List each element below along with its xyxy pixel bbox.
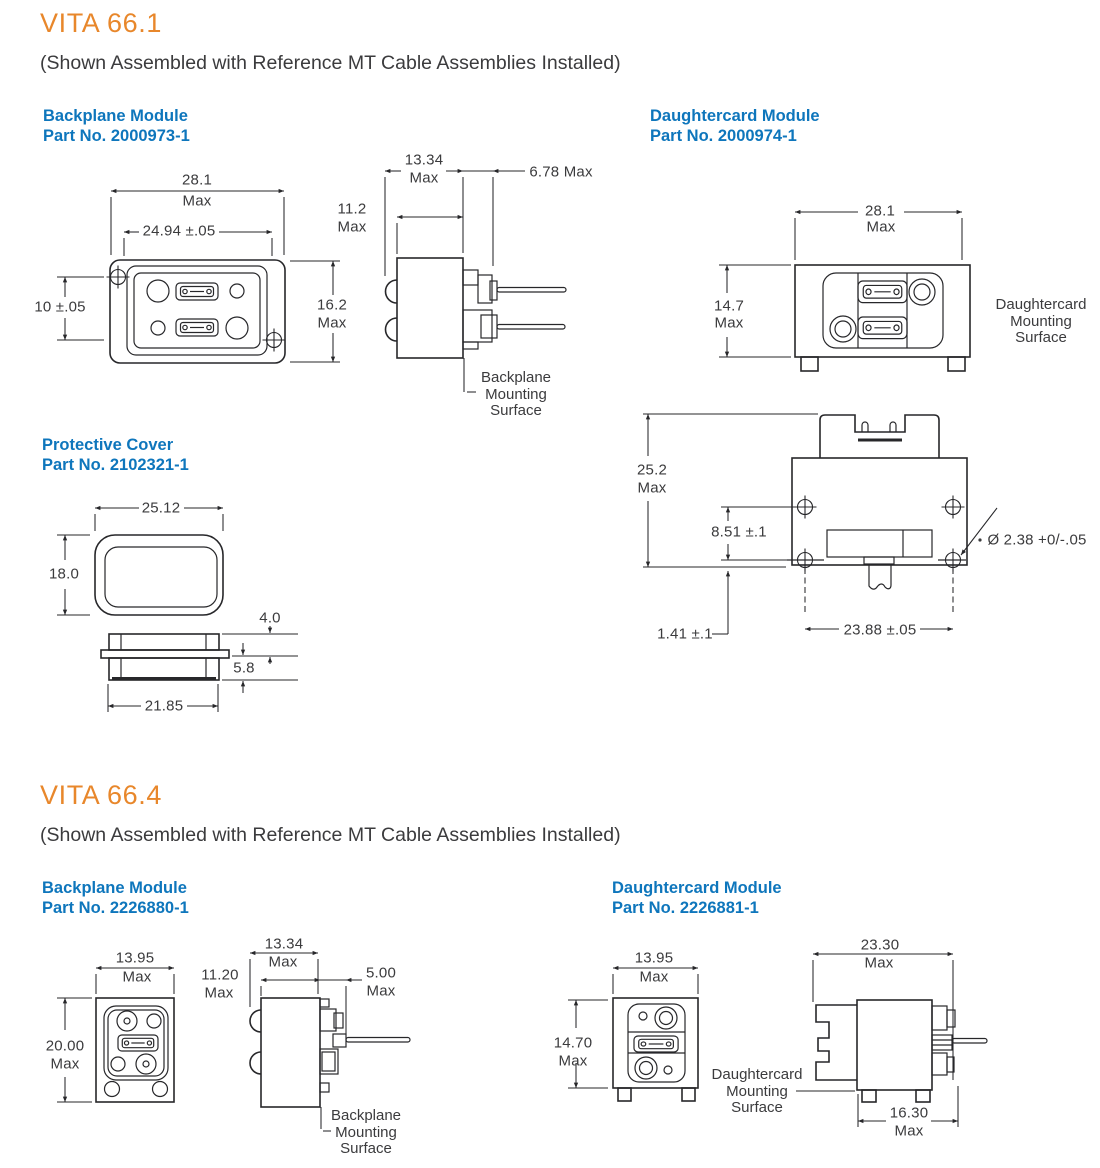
dim-hole-pitch-h: 23.88 ±.05	[843, 621, 917, 639]
dim-cover-lip: 4.0	[259, 609, 281, 627]
dim-body-width-value: 16.30	[889, 1104, 929, 1122]
dim-height-value: 16.2	[317, 296, 347, 314]
dim-height-max: Max	[714, 314, 744, 332]
dim-depth-value: 13.34	[404, 151, 444, 169]
part-number: Part No. 2000973-1	[43, 126, 190, 145]
dim-width-value: 28.1	[182, 171, 212, 189]
dim-height-value: 14.7	[714, 297, 744, 315]
module-name: Daughtercard Module	[612, 879, 782, 897]
v4-daughtercard-side-view	[813, 954, 987, 1127]
dim-body-depth-value: 11.2	[337, 200, 367, 218]
part-number: Part No. 2226880-1	[42, 898, 189, 917]
dim-body-depth-max: Max	[204, 984, 234, 1002]
dim-protrusion: 6.78 Max	[529, 163, 593, 181]
module-name: Protective Cover	[42, 436, 174, 454]
v1-backplane-side-view	[385, 171, 566, 392]
dim-height-max: Max	[637, 479, 667, 497]
dim-cover-depth: 5.8	[233, 659, 255, 677]
dim-hole-pitch-v: 10 ±.05	[34, 298, 86, 316]
v1-backplane-heading	[43, 107, 190, 146]
dim-depth-max: Max	[268, 953, 298, 971]
section-subtitle-vita-661: (Shown Assembled with Reference MT Cable Assemblies Installed)	[40, 52, 621, 74]
v1-daughtercard-rear-view	[643, 414, 997, 634]
section-subtitle-vita-664: (Shown Assembled with Reference MT Cable Assemblies Installed)	[40, 824, 621, 846]
dim-width-max: Max	[122, 968, 152, 986]
dim-height-value: 20.00	[45, 1037, 85, 1055]
dim-height-max: Max	[558, 1052, 588, 1070]
v4-backplane-front-view	[57, 968, 174, 1102]
note-line: Daughtercard	[995, 296, 1087, 313]
dim-depth-value: 13.34	[264, 935, 304, 953]
dim-width-value: 13.95	[115, 949, 155, 967]
note-line: Backplane	[330, 1107, 402, 1124]
dim-height-value: 14.70	[553, 1034, 593, 1052]
dim-width-max: Max	[866, 218, 896, 236]
dim-depth-max: Max	[864, 954, 894, 972]
dim-body-depth-value: 11.20	[201, 966, 239, 984]
section-title-vita-664: VITA 66.4	[40, 780, 162, 810]
dim-hole-pitch-v: 8.51 ±.1	[711, 523, 767, 541]
dim-body-width-max: Max	[894, 1122, 924, 1140]
part-number: Part No. 2000974-1	[650, 126, 797, 145]
v1-backplane-front-view	[57, 191, 340, 363]
dim-hole-diameter: Ø 2.38 +0/-.05	[987, 531, 1087, 549]
dim-body-depth-max: Max	[337, 218, 367, 236]
module-name: Daughtercard Module	[650, 107, 820, 125]
cover-heading	[42, 436, 189, 475]
backplane-mounting-surface-label	[481, 370, 551, 420]
cover-side-view	[101, 626, 298, 712]
dim-hole-pitch: 24.94 ±.05	[142, 222, 216, 240]
dim-protrusion-max: Max	[366, 982, 396, 1000]
v4-backplane-heading	[42, 879, 189, 918]
v1-daughtercard-front-view	[719, 212, 970, 371]
daughtercard-mounting-surface-label	[712, 1067, 803, 1117]
part-number: Part No. 2102321-1	[42, 455, 189, 474]
dim-cover-body-width: 21.85	[144, 697, 184, 715]
note-line: Daughtercard	[711, 1066, 803, 1083]
v4-daughtercard-heading	[612, 879, 782, 918]
dim-cover-height: 18.0	[49, 565, 79, 583]
module-name: Backplane Module	[42, 879, 187, 897]
dim-height-value: 25.2	[637, 461, 667, 479]
dim-height-max: Max	[50, 1055, 80, 1073]
note-line: Mounting	[485, 385, 547, 403]
section-title-vita-661: VITA 66.1	[40, 8, 162, 38]
module-name: Backplane Module	[43, 107, 188, 125]
note-line: Surface	[340, 1140, 392, 1157]
daughtercard-mounting-surface-label	[996, 297, 1087, 347]
dim-width-max: Max	[639, 968, 669, 986]
note-line: Mounting	[1010, 312, 1072, 330]
cover-top-view	[57, 508, 223, 615]
note-line: Surface	[490, 402, 542, 419]
note-line: Surface	[1015, 329, 1067, 346]
dim-height-max: Max	[317, 314, 347, 332]
dim-width-value: 13.95	[634, 949, 674, 967]
dim-cover-width: 25.12	[141, 499, 181, 517]
dim-width-value: 28.1	[865, 202, 895, 220]
note-line: Mounting	[726, 1082, 788, 1100]
part-number: Part No. 2226881-1	[612, 898, 759, 917]
dim-offset: 1.41 ±.1	[657, 625, 713, 643]
dim-depth-max: Max	[409, 169, 439, 187]
v1-daughtercard-heading	[650, 107, 820, 146]
dim-protrusion-value: 5.00	[366, 964, 396, 982]
note-line: Backplane	[480, 369, 552, 386]
backplane-mounting-surface-label	[331, 1108, 401, 1158]
note-line: Surface	[731, 1099, 783, 1116]
note-line: Mounting	[335, 1123, 397, 1141]
dim-depth-value: 23.30	[860, 936, 900, 954]
dim-width-max: Max	[182, 192, 212, 210]
